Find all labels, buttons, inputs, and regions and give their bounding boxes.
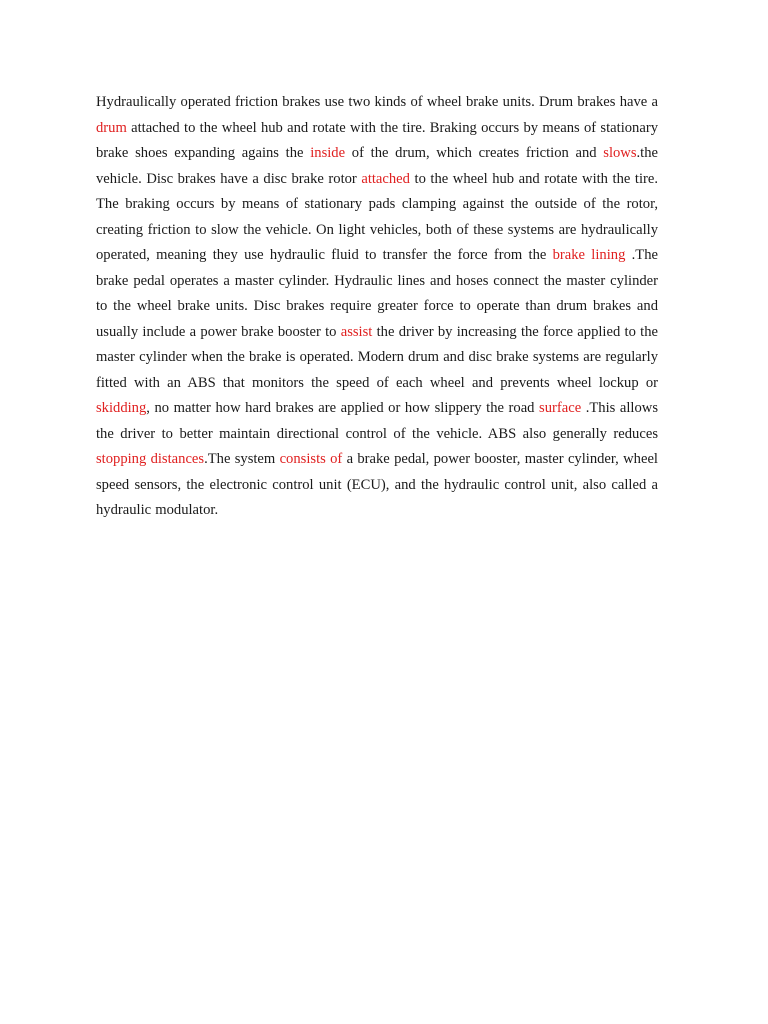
text-run: .This allows the driver to better maintain directional control of the vehicle. ABS also generally reduces bbox=[96, 400, 658, 442]
text-run: of the drum, which creates friction and bbox=[345, 145, 604, 161]
highlighted-term: consists of bbox=[279, 451, 343, 467]
text-run: .The brake pedal operates a master cylinder. Hydraulic lines and hoses connect the master cylinder to the wheel brake units. Disc brakes require greater force to operate than drum brakes and usually include a power brake booster to bbox=[96, 247, 658, 340]
highlighted-term: drum bbox=[96, 119, 127, 136]
text-run: Hydraulically operated friction brakes use two kinds of wheel brake units. Drum brakes have a bbox=[96, 94, 658, 110]
highlighted-term: surface bbox=[539, 400, 582, 416]
highlighted-term: attached bbox=[361, 170, 410, 187]
text-run: attached to the wheel hub and rotate with the tire. Braking occurs by means of stationary brake shoes expanding agains the bbox=[96, 119, 658, 161]
highlighted-term: inside bbox=[310, 145, 346, 161]
text-run: , no matter how hard brakes are applied or how slippery the road bbox=[146, 400, 540, 416]
highlighted-term: skidding bbox=[96, 400, 147, 416]
highlighted-term: brake lining bbox=[552, 247, 626, 263]
text-run: .the vehicle. Disc brakes have a disc brake rotor bbox=[96, 145, 659, 187]
highlighted-term: slows bbox=[603, 145, 637, 161]
text-run: to the wheel hub and rotate with the tire. The braking occurs by means of stationary pads clamping against the outside of the rotor, creating friction to slow the vehicle. On light vehicles, both of these systems are hydraulically operated, meaning they use hydraulic fluid to transfer the force from the bbox=[96, 170, 658, 263]
body-paragraph bbox=[96, 90, 658, 524]
text-run: the driver by increasing the force applied to the master cylinder when the brake is operated. Modern drum and disc brake systems are regularly fitted with an ABS that monitors the speed of each wheel and prevents wheel lockup or bbox=[96, 323, 658, 391]
highlighted-term: assist bbox=[340, 323, 373, 340]
text-run: a brake pedal, power booster, master cylinder, wheel speed sensors, the electronic control unit (ECU), and the hydraulic control unit, also called a hydraulic modulator. bbox=[96, 451, 658, 518]
text-run: .The system bbox=[204, 451, 280, 467]
highlighted-term: stopping distances bbox=[96, 451, 205, 467]
